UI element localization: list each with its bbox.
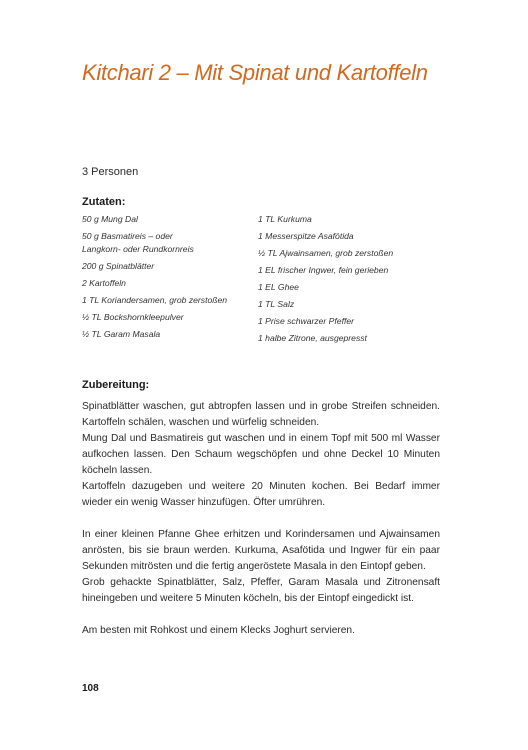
ingredients-heading: Zutaten: <box>82 196 126 208</box>
preparation-paragraph: Kartoffeln dazugeben und weitere 20 Minuten kochen. Bei Bedarf immer wieder ein wenig Wasser hinzufügen. Öfter umrühren. <box>82 481 440 508</box>
ingredient-item: 1 Messerspitze Asafötida <box>258 231 354 241</box>
ingredient-item: ½ TL Ajwainsamen, grob zerstoßen <box>258 248 394 258</box>
servings: 3 Personen <box>82 166 139 178</box>
ingredient-item: ½ TL Garam Masala <box>82 329 161 339</box>
preparation-heading: Zubereitung: <box>82 379 150 391</box>
preparation-paragraph: In einer kleinen Pfanne Ghee erhitzen und Korindersamen und Ajwainsamen anrösten, bis sie braun werden. Kurkuma, Asafötida und Ingwer für ein paar Sekunden mitrösten und die fertig angeröstete Masala in den Eintopf geben. <box>82 529 440 572</box>
ingredient-item: 200 g Spinatblätter <box>82 261 155 271</box>
preparation-paragraph: Spinatblätter waschen, gut abtropfen lassen und in grobe Streifen schneiden. Kartoffeln schälen, waschen und würfelig schneiden. <box>82 401 440 428</box>
ingredient-item: 1 EL frischer Ingwer, fein gerieben <box>258 265 389 275</box>
ingredient-item: 50 g Mung Dal <box>82 214 138 224</box>
ingredient-item: 2 Kartoffeln <box>82 278 126 288</box>
ingredient-item: 1 TL Kurkuma <box>258 214 312 224</box>
ingredient-item: ½ TL Bockshornkleepulver <box>82 312 184 322</box>
recipe-title: Kitchari 2 – Mit Spinat und Kartoffeln <box>82 60 428 85</box>
ingredient-item: 1 TL Salz <box>258 299 295 309</box>
page-number: 108 <box>82 683 99 694</box>
preparation-paragraph: Mung Dal und Basmatireis gut waschen und in einem Topf mit 500 ml Wasser aufkochen lassen. Den Schaum wegschöpfen und ohne Deckel 10 Minuten köcheln lassen. <box>82 433 440 476</box>
preparation-paragraph: Am besten mit Rohkost und einem Klecks Joghurt servieren. <box>82 625 355 636</box>
ingredient-item: 1 Prise schwarzer Pfeffer <box>258 316 354 326</box>
ingredient-item: 1 TL Koriandersamen, grob zerstoßen <box>82 295 228 305</box>
preparation-paragraph: Grob gehackte Spinatblätter, Salz, Pfeffer, Garam Masala und Zitronensaft hineingeben und weitere 5 Minuten köcheln, bis der Eintopf eingedickt ist. <box>82 577 440 604</box>
ingredient-item: 1 halbe Zitrone, ausgepresst <box>258 333 367 343</box>
ingredient-item: 1 EL Ghee <box>258 282 299 292</box>
ingredients-list-right <box>258 213 448 349</box>
ingredients-list-left <box>82 213 252 345</box>
preparation-text <box>82 399 440 639</box>
ingredient-item: 50 g Basmatireis – oder Langkorn- oder Rundkornreis <box>82 231 194 254</box>
